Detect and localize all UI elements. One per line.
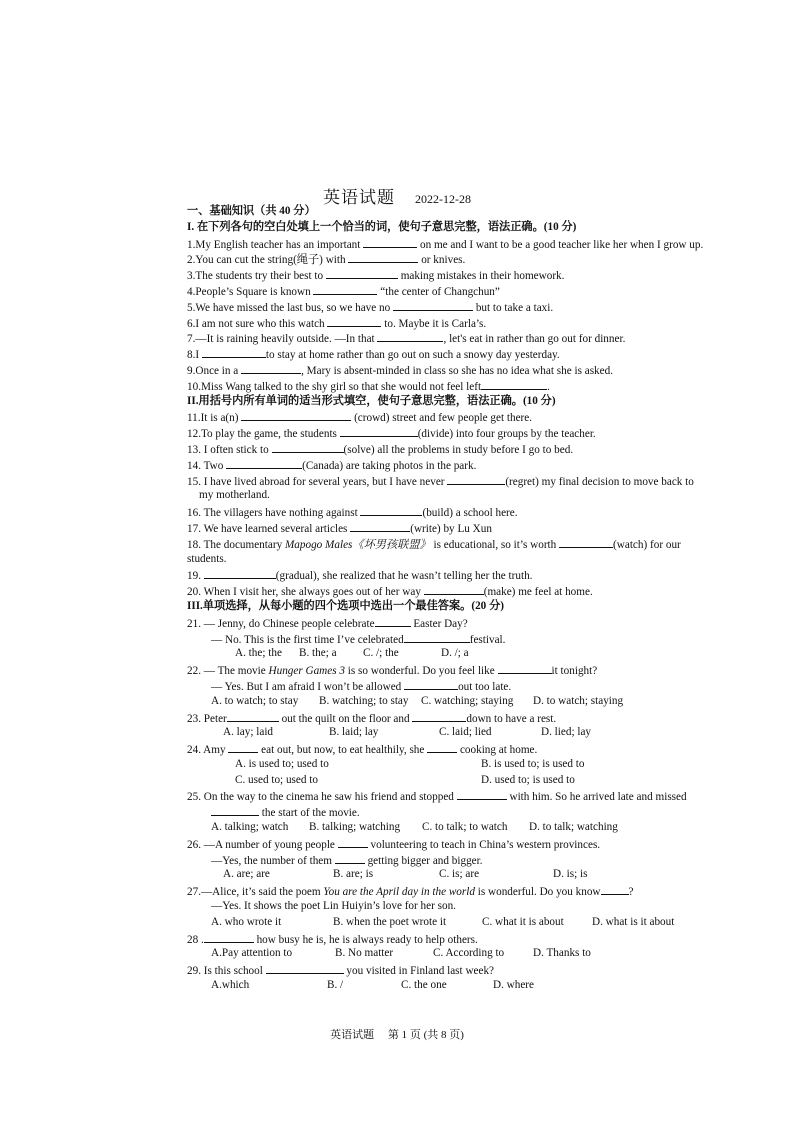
question-20: 20. When I visit her, she always goes out of her way (make) me feel at home. [187, 583, 757, 599]
option-d[interactable]: D. is; is [553, 868, 588, 881]
question-12: 12.To play the game, the students (divide) into four groups by the teacher. [187, 425, 757, 441]
answer-blank[interactable] [338, 836, 368, 848]
option-d[interactable]: D. lied; lay [541, 726, 592, 739]
question-27-reply: —Yes. It shows the poet Lin Huiyin’s love for her son. [211, 900, 456, 913]
question-10: 10.Miss Wang talked to the shy girl so that she would not feel left . [187, 378, 757, 394]
answer-blank[interactable] [272, 441, 344, 453]
option-b[interactable]: B. the; a [299, 647, 337, 660]
answer-blank[interactable] [424, 583, 484, 595]
option-d[interactable]: D. what is it about [592, 915, 675, 928]
answer-blank[interactable] [204, 567, 276, 579]
part-i-instructions: I. 在下列各句的空白处填上一个恰当的词，使句子意思完整，语法正确。(10 分) [187, 220, 577, 233]
question-2: 2.You can cut the string(绳子) with or knives. [187, 251, 757, 267]
option-b[interactable]: B. / [327, 979, 344, 992]
option-a[interactable]: A. are; are [223, 868, 270, 881]
answer-blank[interactable] [601, 883, 629, 895]
exam-date: 2022-12-28 [415, 192, 471, 206]
option-d[interactable]: D. to watch; staying [533, 694, 624, 707]
option-a[interactable]: A. is used to; used to [235, 757, 329, 770]
answer-blank[interactable] [313, 283, 377, 295]
answer-blank[interactable] [404, 678, 458, 690]
answer-blank[interactable] [427, 741, 457, 753]
option-c[interactable]: C. the one [401, 979, 447, 992]
question-9: 9.Once in a , Mary is absent-minded in class so she has no idea what she is asked. [187, 362, 757, 378]
question-5: 5.We have missed the last bus, so we have no but to take a taxi. [187, 299, 757, 315]
answer-blank[interactable] [457, 788, 507, 800]
question-21-reply: — No. This is the first time I’ve celebrated festival. [187, 631, 757, 647]
question-21: 21. — Jenny, do Chinese people celebrate Easter Day? [187, 615, 757, 631]
answer-blank[interactable] [335, 852, 365, 864]
option-c[interactable]: C. watching; staying [421, 694, 514, 707]
option-a[interactable]: A. who wrote it [211, 915, 282, 928]
question-28: 28 . how busy he is, he is always ready to help others. [187, 931, 757, 947]
option-a[interactable]: A. to watch; to stay [211, 694, 299, 707]
answer-blank[interactable] [498, 662, 552, 674]
option-c[interactable]: C. to talk; to watch [422, 821, 508, 834]
question-18-continued: students. [187, 552, 227, 565]
question-8: 8.I to stay at home rather than go out on such a snowy day yesterday. [187, 346, 757, 362]
option-a[interactable]: A.which [211, 979, 250, 992]
option-a[interactable]: A.Pay attention to [211, 947, 293, 960]
question-26-options [187, 867, 757, 883]
question-11: 11.It is a(n) (crowd) street and few people get there. [187, 409, 757, 425]
answer-blank[interactable] [227, 710, 279, 722]
question-19: 19. (gradual), she realized that he wasn’t telling her the truth. [187, 567, 757, 583]
answer-blank[interactable] [228, 741, 258, 753]
question-1: 1.My English teacher has an important on me and I want to be a good teacher like her when I grow up. [187, 236, 757, 252]
option-b[interactable]: B. No matter [335, 947, 394, 960]
option-a[interactable]: A. lay; laid [223, 726, 274, 739]
exam-content [187, 204, 757, 994]
question-16: 16. The villagers have nothing against (build) a school here. [187, 504, 757, 520]
question-15: 15. I have lived abroad for several years, but I have never (regret) my final decision to move back to [187, 473, 757, 489]
question-7: 7.—It is raining heavily outside. —In that , let's eat in rather than go out for dinner. [187, 330, 757, 346]
answer-blank[interactable] [559, 536, 613, 548]
option-d[interactable]: D. to talk; watching [529, 821, 618, 834]
answer-blank[interactable] [412, 710, 466, 722]
question-3: 3.The students try their best to making mistakes in their homework. [187, 267, 757, 283]
question-6: 6.I am not sure who this watch to. Maybe it is Carla’s. [187, 315, 757, 331]
option-c[interactable]: C. laid; lied [439, 726, 492, 739]
question-26: 26. —A number of young people volunteering to teach in China’s western provinces. [187, 836, 757, 852]
question-28-options [187, 946, 757, 962]
option-c[interactable]: C. what it is about [482, 915, 564, 928]
question-26-reply: —Yes, the number of them getting bigger and bigger. [187, 852, 757, 868]
answer-blank[interactable] [375, 615, 411, 627]
answer-blank[interactable] [266, 962, 344, 974]
answer-blank[interactable] [363, 236, 417, 248]
option-d[interactable]: D. used to; is used to [481, 773, 575, 786]
answer-blank[interactable] [211, 804, 259, 816]
question-24: 24. Amy eat out, but now, to eat healthily, she cooking at home. [187, 741, 757, 757]
answer-blank[interactable] [340, 425, 418, 437]
answer-blank[interactable] [360, 504, 422, 516]
option-a[interactable]: A. talking; watch [211, 821, 289, 834]
option-b[interactable]: B. laid; lay [329, 726, 379, 739]
question-21-options [187, 646, 757, 662]
question-29: 29. Is this school you visited in Finland last week? [187, 962, 757, 978]
option-c[interactable]: C. is; are [439, 868, 480, 881]
option-d[interactable]: D. /; a [441, 647, 469, 660]
option-c[interactable]: C. used to; used to [235, 773, 318, 786]
question-24-options-row2 [187, 773, 757, 789]
answer-blank[interactable] [404, 631, 470, 643]
question-4: 4.People’s Square is known “the center of Changchun” [187, 283, 757, 299]
question-17: 17. We have learned several articles (write) by Lu Xun [187, 520, 757, 536]
answer-blank[interactable] [481, 378, 547, 390]
answer-blank[interactable] [326, 267, 398, 279]
question-15-continued: my motherland. [199, 489, 270, 502]
question-18: 18. The documentary Mapogo Males《坏男孩联盟》 is educational, so it’s worth (watch) for our [187, 536, 757, 552]
option-d[interactable]: D. where [493, 979, 535, 992]
answer-blank[interactable] [202, 346, 266, 358]
part-iii-instructions: III.单项选择，从每小题的四个选项中选出一个最佳答案。(20 分) [187, 599, 504, 612]
question-25-continued: the start of the movie. [187, 804, 757, 820]
question-29-options [187, 978, 757, 994]
answer-blank[interactable] [447, 473, 505, 485]
page-footer: 英语试题 第 1 页 (共 8 页) [330, 1029, 464, 1041]
option-d[interactable]: D. Thanks to [533, 947, 591, 960]
answer-blank[interactable] [327, 315, 381, 327]
question-27-options [187, 915, 757, 931]
option-b[interactable]: B. when the poet wrote it [333, 915, 447, 928]
option-b[interactable]: B. watching; to stay [319, 694, 409, 707]
answer-blank[interactable] [241, 409, 351, 421]
answer-blank[interactable] [241, 362, 301, 374]
answer-blank[interactable] [350, 520, 410, 532]
answer-blank[interactable] [393, 299, 473, 311]
question-22-options [187, 694, 757, 710]
part-ii-instructions: II.用括号内所有单词的适当形式填空，使句子意思完整，语法正确。(10 分) [187, 394, 556, 407]
answer-blank[interactable] [204, 931, 254, 943]
question-22-reply: — Yes. But I am afraid I won’t be allowed out too late. [187, 678, 757, 694]
answer-blank[interactable] [377, 330, 443, 342]
question-27: 27.—Alice, it’s said the poem You are the April day in the world is wonderful. Do you know ? [187, 883, 757, 899]
option-c[interactable]: C. According to [433, 947, 505, 960]
option-c[interactable]: C. /; the [363, 647, 399, 660]
question-25-options [187, 820, 757, 836]
question-14: 14. Two (Canada) are taking photos in the park. [187, 457, 757, 473]
answer-blank[interactable] [226, 457, 302, 469]
option-b[interactable]: B. are; is [333, 868, 374, 881]
option-b[interactable]: B. talking; watching [309, 821, 401, 834]
question-22: 22. — The movie Hunger Games 3 is so wonderful. Do you feel like it tonight? [187, 662, 757, 678]
question-25: 25. On the way to the cinema he saw his friend and stopped with him. So he arrived late and missed [187, 788, 757, 804]
answer-blank[interactable] [348, 251, 418, 263]
question-24-options-row1 [187, 757, 757, 773]
exam-title: 英语试题 [323, 188, 395, 207]
option-a[interactable]: A. the; the [235, 647, 282, 660]
question-23: 23. Peter out the quilt on the floor and down to have a rest. [187, 710, 757, 726]
question-23-options [187, 725, 757, 741]
question-13: 13. I often stick to (solve) all the problems in study before I go to bed. [187, 441, 757, 457]
section-heading: 一、基础知识（共 40 分） [187, 205, 316, 217]
option-b[interactable]: B. is used to; is used to [481, 757, 585, 770]
